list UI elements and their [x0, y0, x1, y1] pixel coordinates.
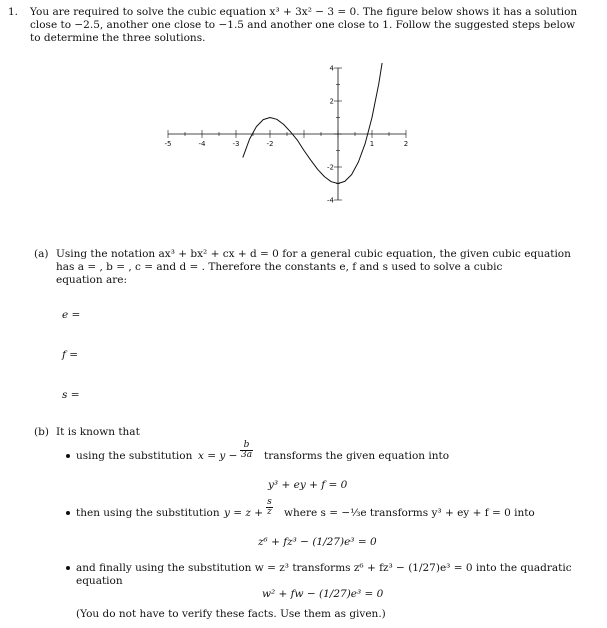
e-answer-label: e = [62, 309, 81, 321]
equation-3: w² + fw − (1/27)e³ = 0 [262, 588, 384, 600]
intro-line-3: to determine the three solutions. [30, 32, 206, 44]
bullet-1-text: using the substitution [76, 450, 193, 462]
bullet-1-frac-num: b [240, 441, 253, 451]
y-tick-label: -4 [327, 196, 334, 205]
y-tick-label: -2 [327, 163, 334, 172]
bullet-2-frac-num: s [267, 497, 272, 507]
x-tick-label: -4 [198, 140, 206, 148]
bullet-1-frac-den: 3a [241, 450, 253, 460]
part-a-label: (a) [34, 248, 49, 260]
bullet-3-line-2: equation [76, 575, 123, 587]
part-a-line-1: Using the notation ax³ + bx² + cx + d = 0 for a general cubic equation, the given cubic equation [56, 248, 571, 260]
bullet-1-tail: transforms the given equation into [264, 450, 450, 462]
bullet-2-text: then using the substitution [76, 507, 220, 519]
bullet-2-formula: y = z + [224, 507, 264, 519]
bullet-2-tail: where s = −⅓e transforms y³ + ey + f = 0 into [284, 507, 535, 519]
y-tick-label: 2 [329, 97, 334, 106]
bullet-2-frac-den: z [267, 507, 272, 517]
bullet-2-marker [66, 511, 70, 515]
cubic-function-plot [150, 58, 430, 208]
part-b-label: (b) [34, 426, 49, 438]
y-tick-label: 4 [329, 64, 334, 73]
intro-line-1: You are required to solve the cubic equation x³ + 3x² − 3 = 0. The figure below shows it has a solution [30, 6, 578, 18]
part-b-intro: It is known that [56, 426, 140, 438]
s-answer-label: s = [62, 389, 80, 401]
plot-curve [243, 63, 382, 184]
question-number: 1. [8, 6, 19, 18]
cubic-curve [243, 63, 382, 184]
x-tick-label: -3 [232, 140, 240, 148]
bullet-3-marker [66, 566, 70, 570]
usage-note: (You do not have to verify these facts. Use them as given.) [76, 608, 386, 620]
x-tick-label: 2 [403, 140, 409, 148]
x-tick-label: -5 [164, 140, 172, 148]
intro-line-2: close to −2.5, another one close to −1.5 and another one close to 1. Follow the suggested steps below [30, 19, 576, 31]
plot-ticks [165, 65, 409, 205]
x-tick-label: -2 [266, 140, 274, 148]
x-tick-label: 1 [369, 140, 375, 148]
part-a-line-2: has a = , b = , c = and d = . Therefore the constants e, f and s used to solve a cubic [56, 261, 503, 273]
equation-2: z⁶ + fz³ − (1/27)e³ = 0 [258, 536, 377, 548]
bullet-2-fraction [266, 498, 273, 517]
f-answer-label: f = [62, 349, 79, 361]
equation-1: y³ + ey + f = 0 [268, 479, 348, 491]
bullet-3-line-1: and finally using the substitution w = z³ transforms z⁶ + fz³ − (1/27)e³ = 0 into the quadratic [76, 562, 572, 574]
bullet-1-marker [66, 454, 70, 458]
bullet-1-formula: x = y − [198, 450, 238, 462]
part-a-line-3: equation are: [56, 274, 127, 286]
bullet-1-fraction [240, 441, 253, 460]
